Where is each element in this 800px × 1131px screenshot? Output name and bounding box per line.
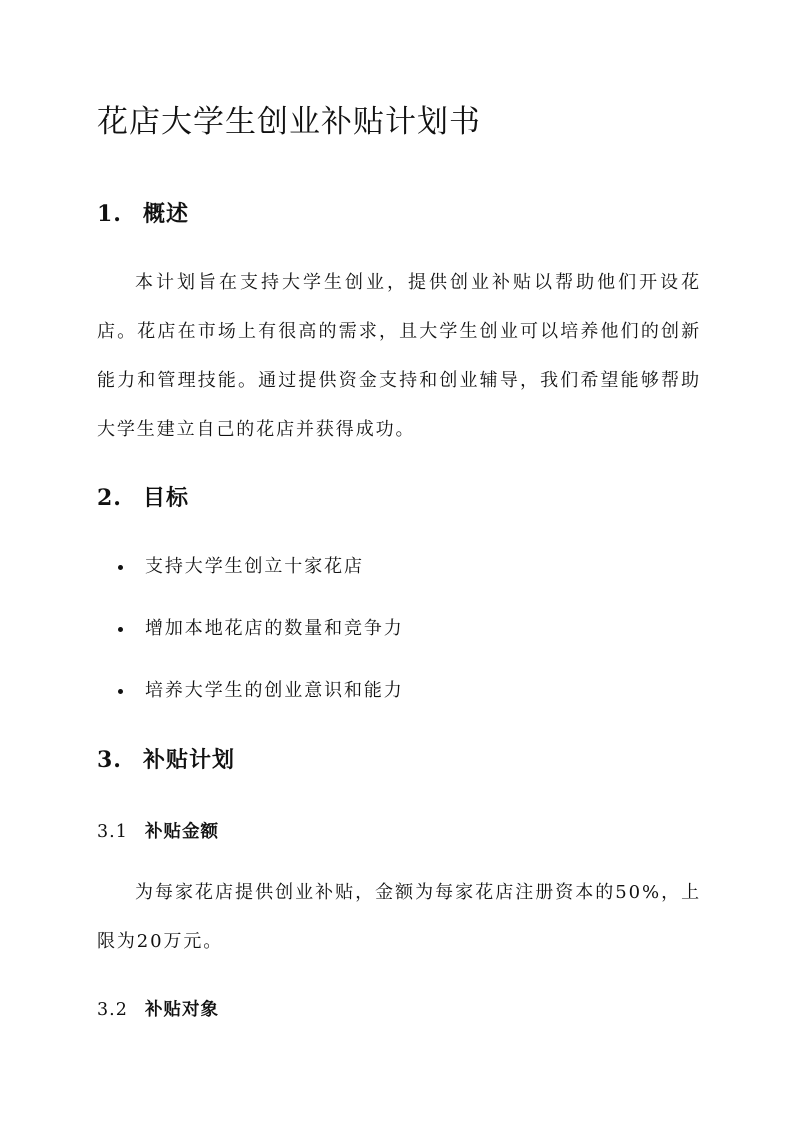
overview-paragraph: 本计划旨在支持大学生创业，提供创业补贴以帮助他们开设花店。花店在市场上有很高的需求，且大学生创业可以培养他们的创新能力和管理技能。通过提供资金支持和创业辅导，我们希望能够帮助大学生建立自己的花店并获得成功。: [97, 272, 701, 440]
section-title: 目标: [143, 485, 190, 511]
list-item-text: 支持大学生创立十家花店: [145, 556, 364, 577]
goals-list: [118, 545, 404, 731]
subsection-heading-subsidy-amount: [97, 818, 219, 843]
bullet-icon: [118, 627, 123, 632]
subsidy-amount-paragraph: 为每家花店提供创业补贴，金额为每家花店注册资本的50%，上限为20万元。: [97, 882, 701, 952]
list-item: [118, 545, 404, 607]
subsection-title: 补贴金额: [145, 822, 219, 842]
bullet-icon: [118, 565, 123, 570]
subsection-number: 3.1: [97, 822, 128, 842]
section-number: 1.: [97, 201, 122, 227]
subsection-title: 补贴对象: [145, 1000, 219, 1020]
list-item-text: 培养大学生的创业意识和能力: [145, 680, 404, 701]
section-number: 2.: [97, 485, 122, 511]
section-heading-overview: [97, 197, 189, 228]
bullet-icon: [118, 689, 123, 694]
list-item: [118, 669, 404, 731]
section-heading-goals: [97, 481, 189, 512]
section-title: 概述: [143, 201, 190, 227]
list-item-text: 增加本地花店的数量和竞争力: [145, 618, 404, 639]
list-item: [118, 607, 404, 669]
section-number: 3.: [97, 747, 122, 773]
document-title: 花店大学生创业补贴计划书: [97, 104, 481, 140]
subsection-heading-subsidy-target: [97, 996, 219, 1021]
section-heading-subsidy-plan: [97, 743, 235, 774]
section-title: 补贴计划: [143, 747, 236, 773]
subsection-number: 3.2: [97, 1000, 128, 1020]
